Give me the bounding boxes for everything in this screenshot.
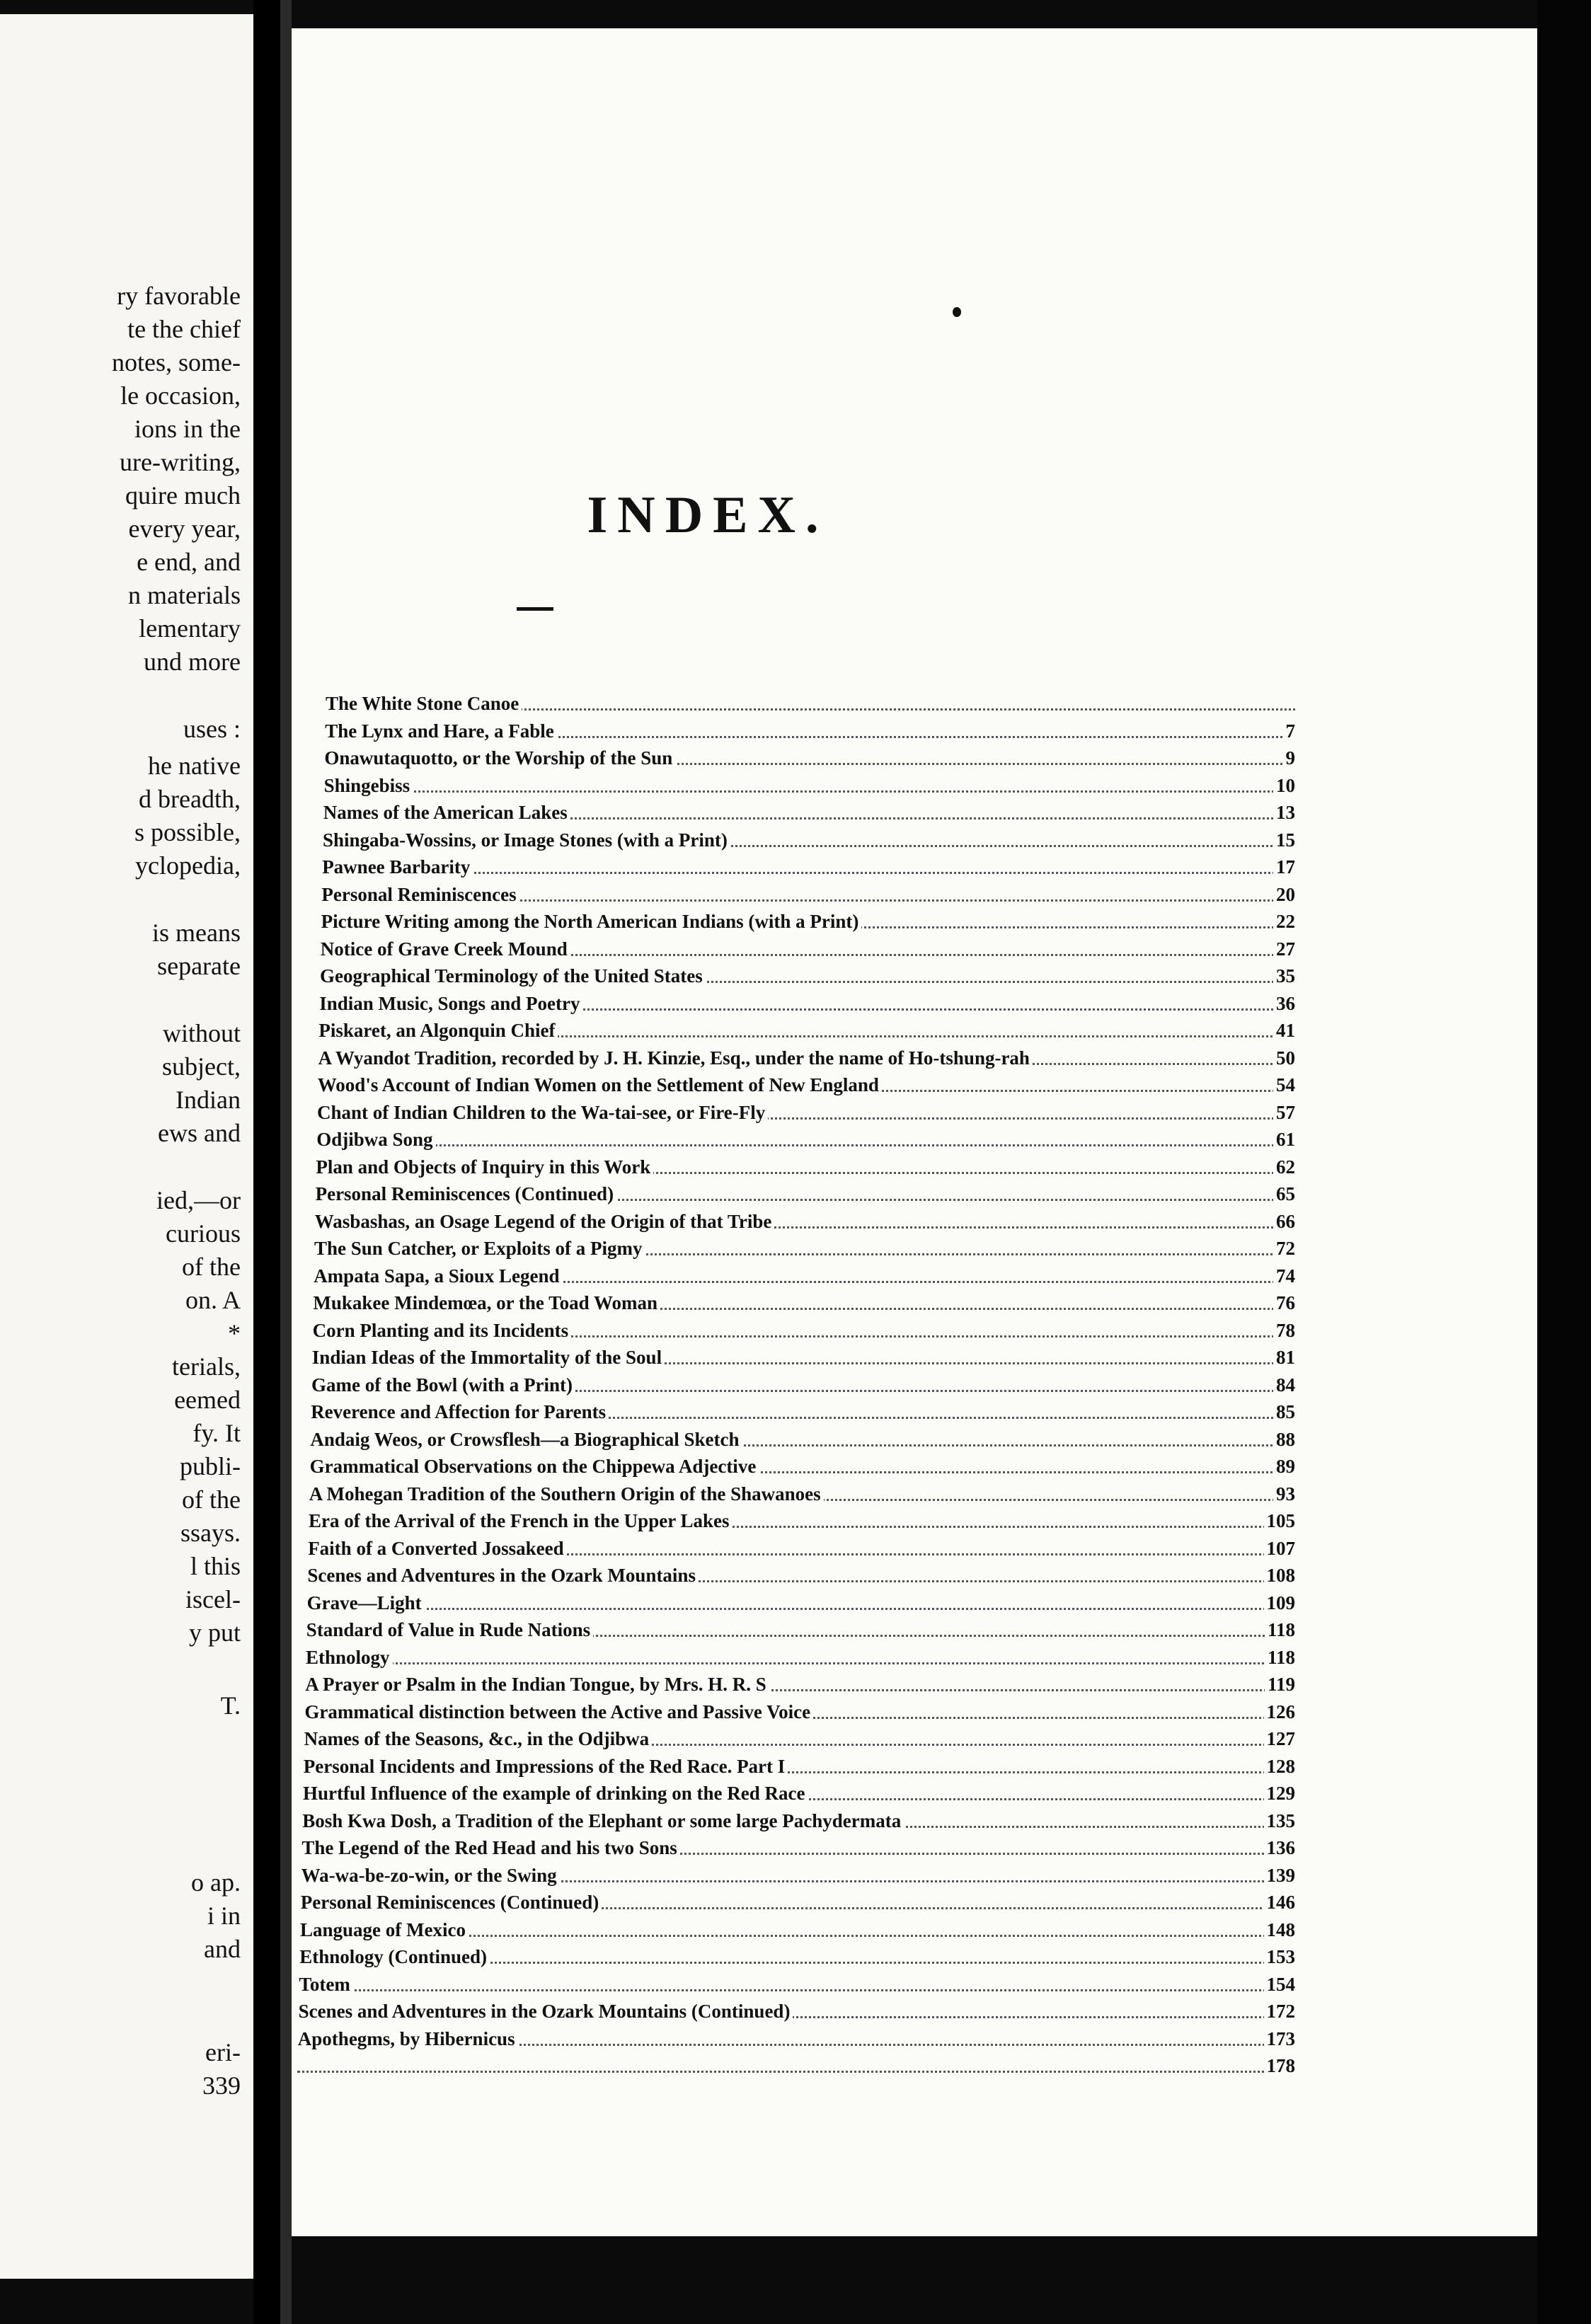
book-spine xyxy=(253,0,280,2324)
index-entry xyxy=(324,772,1295,800)
entry-title: Piskaret, an Algonquin Chief xyxy=(318,1017,558,1044)
entry-title: Corn Planting and its Incidents xyxy=(313,1317,572,1344)
entry-page-number: 107 xyxy=(1264,1535,1296,1562)
entry-page-number: 7 xyxy=(1283,718,1296,744)
left-page-line: ews and xyxy=(158,1119,241,1147)
left-page-line: o ap. xyxy=(191,1868,241,1897)
left-page-line: i in xyxy=(207,1902,241,1930)
entry-page-number: 66 xyxy=(1273,1208,1295,1235)
index-list xyxy=(297,690,1295,2080)
dot-leader xyxy=(307,1589,1295,1610)
entry-title: Shingebiss xyxy=(324,772,413,799)
index-entry xyxy=(309,1507,1295,1535)
entry-title: Standard of Value in Rude Nations xyxy=(306,1616,593,1643)
entry-title: Game of the Bowl (with a Print) xyxy=(311,1371,575,1398)
entry-title: Ethnology xyxy=(306,1644,393,1671)
entry-page-number: 119 xyxy=(1265,1671,1295,1698)
left-page-line: is means xyxy=(152,919,241,947)
entry-title: Hurtful Influence of the example of drinking on the Red Race xyxy=(303,1780,808,1807)
index-entry xyxy=(321,936,1295,963)
left-page-line: separate xyxy=(157,952,241,980)
entry-page-number: 76 xyxy=(1273,1289,1295,1316)
entry-page-number: 128 xyxy=(1264,1753,1296,1780)
left-page-line: eemed xyxy=(174,1386,241,1414)
index-entry xyxy=(320,962,1295,990)
index-entry xyxy=(301,1889,1295,1916)
left-page-line: ure-writing, xyxy=(120,448,241,476)
index-entry xyxy=(324,744,1295,772)
index-entry xyxy=(297,2052,1295,2080)
left-page-line: eri- xyxy=(205,2038,241,2066)
left-page-line: e end, and xyxy=(137,548,241,576)
index-entry xyxy=(306,1644,1295,1672)
left-page-line: uses : xyxy=(183,715,241,743)
left-page-line: te the chief xyxy=(127,315,241,343)
left-page-line: subject, xyxy=(162,1052,241,1081)
entry-page-number: 172 xyxy=(1264,1998,1296,2025)
left-page-line: ied,—or xyxy=(156,1186,241,1214)
entry-page-number: 27 xyxy=(1273,936,1295,962)
index-entry xyxy=(318,1045,1295,1072)
index-entry xyxy=(314,1235,1295,1262)
index-entry xyxy=(315,1208,1295,1236)
entry-title: Personal Reminiscences xyxy=(321,881,519,908)
index-entry xyxy=(304,1753,1295,1781)
entry-page-number: 65 xyxy=(1273,1180,1295,1207)
index-entry xyxy=(301,1862,1295,1889)
entry-title: Picture Writing among the North American Indians (with a Print) xyxy=(321,908,862,935)
entry-title: Names of the Seasons, &c., in the Odjibwa xyxy=(304,1725,653,1752)
entry-title: Personal Incidents and Impressions of the Red Race. Part I xyxy=(304,1753,788,1780)
entry-title: Apothegms, by Hibernicus xyxy=(298,2025,518,2052)
entry-page-number: 81 xyxy=(1273,1344,1295,1371)
entry-title: Geographical Terminology of the United States xyxy=(320,962,706,989)
index-entry xyxy=(319,990,1295,1018)
entry-page-number: 72 xyxy=(1273,1235,1295,1262)
index-entry xyxy=(313,1289,1295,1317)
index-entry xyxy=(304,1698,1295,1726)
entry-title: Shingaba-Wossins, or Image Stones (with a Print) xyxy=(323,827,730,853)
entry-page-number: 93 xyxy=(1273,1480,1295,1507)
left-page-line: y put xyxy=(188,1618,241,1647)
entry-page-number: 57 xyxy=(1273,1099,1295,1126)
page-title: INDEX. xyxy=(587,486,829,544)
left-page-line: Indian xyxy=(176,1086,241,1114)
entry-title: Plan and Objects of Inquiry in this Work xyxy=(316,1154,653,1180)
left-page-line: quire much xyxy=(125,481,241,510)
entry-title: Faith of a Converted Jossakeed xyxy=(308,1535,566,1562)
entry-page-number: 136 xyxy=(1264,1834,1296,1861)
left-page-line: n materials xyxy=(128,581,241,609)
left-page-line: l this xyxy=(190,1552,241,1580)
index-entry xyxy=(303,1780,1295,1807)
index-entry xyxy=(310,1453,1295,1480)
entry-page-number: 139 xyxy=(1264,1862,1296,1889)
entry-title: Grammatical distinction between the Active and Passive Voice xyxy=(304,1698,813,1725)
entry-title: Mukakee Mindemœa, or the Toad Woman xyxy=(313,1289,660,1316)
index-entry xyxy=(299,1998,1295,2025)
left-page-line: he native xyxy=(148,752,241,780)
entry-page-number: 35 xyxy=(1273,962,1295,989)
dot-leader xyxy=(324,772,1295,793)
entry-page-number: 61 xyxy=(1273,1126,1295,1153)
entry-page-number: 85 xyxy=(1273,1398,1295,1425)
entry-title: A Mohegan Tradition of the Southern Origin of the Shawanoes xyxy=(309,1480,824,1507)
title-rule xyxy=(517,607,553,611)
left-page-line: on. A xyxy=(185,1286,241,1314)
entry-page-number: 118 xyxy=(1265,1644,1295,1671)
entry-page-number: 54 xyxy=(1273,1071,1295,1098)
left-page-line: and xyxy=(204,1935,241,1963)
entry-page-number: 89 xyxy=(1273,1453,1295,1480)
entry-page-number: 135 xyxy=(1264,1807,1296,1834)
index-entry xyxy=(311,1398,1295,1426)
entry-title: Ampata Sapa, a Sioux Legend xyxy=(314,1262,562,1289)
entry-title: A Wyandot Tradition, recorded by J. H. Kinzie, Esq., under the name of Ho-tshung-rah xyxy=(318,1045,1033,1071)
page-gutter xyxy=(280,0,292,2324)
entry-title: Totem xyxy=(299,1971,353,1998)
entry-page-number: 74 xyxy=(1273,1262,1295,1289)
entry-title: Language of Mexico xyxy=(300,1916,469,1943)
left-page xyxy=(0,14,253,2279)
entry-title: Indian Ideas of the Immortality of the Soul xyxy=(312,1344,665,1371)
dot-leader xyxy=(299,1971,1295,1991)
dot-leader xyxy=(297,2052,1295,2073)
entry-title: Grammatical Observations on the Chippewa Adjective xyxy=(310,1453,759,1480)
entry-page-number: 105 xyxy=(1264,1507,1296,1534)
entry-page-number: 41 xyxy=(1273,1017,1295,1044)
index-entry xyxy=(312,1344,1295,1371)
entry-title: Scenes and Adventures in the Ozark Mountains xyxy=(307,1562,699,1589)
entry-page-number: 126 xyxy=(1264,1698,1296,1725)
entry-page-number: 118 xyxy=(1265,1616,1295,1643)
index-entry xyxy=(323,827,1295,854)
entry-title: Pawnee Barbarity xyxy=(322,853,473,880)
index-entry xyxy=(313,1317,1295,1345)
index-entry xyxy=(321,881,1295,909)
index-entry xyxy=(317,1099,1295,1127)
index-entry xyxy=(322,853,1295,881)
index-entry xyxy=(307,1589,1295,1617)
index-entry xyxy=(306,1616,1295,1644)
entry-title: Chant of Indian Children to the Wa-tai-see, or Fire-Fly xyxy=(317,1099,768,1126)
entry-page-number: 20 xyxy=(1273,881,1295,908)
entry-page-number: 108 xyxy=(1264,1562,1296,1589)
index-entry xyxy=(318,1071,1295,1099)
entry-page-number: 9 xyxy=(1283,744,1296,771)
entry-title: Ethnology (Continued) xyxy=(299,1943,490,1970)
left-page-line: of the xyxy=(182,1253,241,1281)
entry-title: Era of the Arrival of the French in the Upper Lakes xyxy=(309,1507,732,1534)
entry-title: Wasbashas, an Osage Legend of the Origin of that Tribe xyxy=(315,1208,775,1235)
entry-title: The White Stone Canoe xyxy=(326,690,522,717)
index-entry xyxy=(316,1126,1295,1154)
entry-title: The Legend of the Red Head and his two Sons xyxy=(301,1834,679,1861)
entry-title: Scenes and Adventures in the Ozark Mountains (Continued) xyxy=(299,1998,793,2025)
left-page-line: s possible, xyxy=(134,818,241,846)
index-entry xyxy=(323,799,1295,827)
index-entry xyxy=(318,1017,1295,1045)
entry-title: Wa-wa-be-zo-win, or the Swing xyxy=(301,1862,560,1889)
entry-page-number: 10 xyxy=(1273,772,1295,799)
entry-page-number: 78 xyxy=(1273,1317,1295,1344)
index-entry xyxy=(307,1562,1295,1589)
left-page-line: terials, xyxy=(172,1352,241,1381)
index-entry xyxy=(325,718,1295,745)
left-page-line: curious xyxy=(166,1219,241,1248)
left-page-line: publi- xyxy=(180,1452,241,1480)
index-entry xyxy=(314,1262,1295,1290)
index-entry xyxy=(309,1480,1295,1508)
entry-page-number: 148 xyxy=(1264,1916,1296,1943)
index-entry xyxy=(316,1154,1295,1181)
entry-page-number: 154 xyxy=(1264,1971,1296,1998)
entry-title: The Sun Catcher, or Exploits of a Pigmy xyxy=(314,1235,645,1262)
entry-page-number: 62 xyxy=(1273,1154,1295,1180)
index-entry xyxy=(302,1807,1295,1835)
entry-page-number: 50 xyxy=(1273,1045,1295,1071)
left-page-line: * xyxy=(228,1319,241,1347)
ink-speck xyxy=(953,307,961,317)
entry-title: Bosh Kwa Dosh, a Tradition of the Elephant or some large Pachydermata xyxy=(302,1807,904,1834)
entry-page-number: 129 xyxy=(1264,1780,1296,1807)
entry-page-number: 36 xyxy=(1273,990,1295,1017)
entry-title: Andaig Weos, or Crowsflesh—a Biographical Sketch xyxy=(310,1426,742,1453)
left-page-line: every year, xyxy=(128,514,241,543)
left-page-line: ions in the xyxy=(134,415,241,443)
entry-title: Reverence and Affection for Parents xyxy=(311,1398,609,1425)
entry-page-number: 153 xyxy=(1264,1943,1296,1970)
entry-page-number: 13 xyxy=(1273,799,1295,826)
entry-title: Personal Reminiscences (Continued) xyxy=(301,1889,602,1916)
entry-title: Odjibwa Song xyxy=(316,1126,435,1153)
entry-title: The Lynx and Hare, a Fable xyxy=(325,718,557,744)
page-edge xyxy=(1537,0,1591,2324)
left-page-line: iscel- xyxy=(185,1585,241,1613)
index-entry xyxy=(311,1371,1295,1399)
left-page-line: lementary xyxy=(139,614,241,643)
entry-page-number: 146 xyxy=(1264,1889,1296,1916)
left-page-line: ry favorable xyxy=(117,282,241,310)
index-entry xyxy=(299,1943,1295,1971)
left-page-line: le occasion, xyxy=(120,381,241,410)
left-page-line: T. xyxy=(220,1691,241,1720)
dot-leader xyxy=(316,1126,1295,1146)
index-entry xyxy=(310,1426,1295,1454)
entry-page-number: 127 xyxy=(1264,1725,1296,1752)
entry-title: Wood's Account of Indian Women on the Settlement of New England xyxy=(318,1071,882,1098)
entry-title: A Prayer or Psalm in the Indian Tongue, by Mrs. H. R. S xyxy=(305,1671,769,1698)
index-entry xyxy=(321,908,1295,936)
entry-page-number: 173 xyxy=(1264,2025,1296,2052)
index-entry xyxy=(305,1671,1295,1698)
left-page-line: yclopedia, xyxy=(135,851,241,880)
entry-title: Indian Music, Songs and Poetry xyxy=(319,990,582,1017)
entry-page-number: 88 xyxy=(1273,1426,1295,1453)
index-entry xyxy=(326,690,1295,718)
entry-title: Notice of Grave Creek Mound xyxy=(321,936,570,962)
left-page-line: of the xyxy=(182,1485,241,1514)
entry-title: Onawutaquotto, or the Worship of the Sun xyxy=(324,744,675,771)
left-page-line: 339 xyxy=(202,2071,241,2100)
index-entry xyxy=(304,1725,1295,1753)
entry-page-number: 178 xyxy=(1264,2052,1296,2079)
entry-title: Names of the American Lakes xyxy=(323,799,570,826)
left-page-line: without xyxy=(162,1019,241,1047)
index-entry xyxy=(308,1535,1295,1563)
index-entry xyxy=(299,1971,1295,1998)
left-page-line: und more xyxy=(144,648,241,676)
index-entry xyxy=(301,1834,1295,1862)
entry-page-number: 84 xyxy=(1273,1371,1295,1398)
left-page-line: d breadth, xyxy=(139,785,241,813)
entry-page-number: 22 xyxy=(1273,908,1295,935)
entry-title: Grave—Light xyxy=(307,1589,425,1616)
entry-page-number: 17 xyxy=(1273,853,1295,880)
left-page-line: ssays. xyxy=(180,1519,241,1547)
left-page-line: notes, some- xyxy=(112,348,241,376)
dot-leader xyxy=(306,1644,1295,1664)
entry-page-number: 109 xyxy=(1264,1589,1296,1616)
entry-page-number: 15 xyxy=(1273,827,1295,853)
index-entry xyxy=(300,1916,1295,1944)
index-entry xyxy=(298,2025,1295,2053)
left-page-line: fy. It xyxy=(193,1419,241,1447)
index-entry xyxy=(316,1180,1295,1208)
entry-title: Personal Reminiscences (Continued) xyxy=(316,1180,616,1207)
